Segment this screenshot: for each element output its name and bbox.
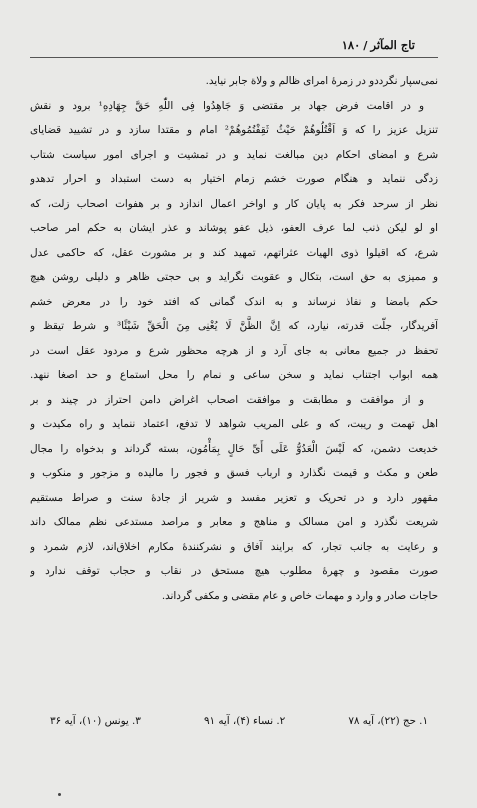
text-line: زدگی ننماید و هنگام صورت خشم زمام اختیار به دست استبداد و احرار تدهدو <box>30 173 438 185</box>
text-line: صورت مقصود و چهرهٔ مطلوب هیچ مستحق در نقاب و حجاب توقف ندارد و <box>30 565 438 577</box>
running-header <box>342 38 415 52</box>
text-line: و رعایت به جانب تجار، که برایند آفاق و نشرکنندهٔ مکارم اخلاق‌اند، لازم شمرد و <box>30 540 438 553</box>
text-line: او لو لیکن ذنب لما عرف العفو، ذیل عفو پوشاند و عذر ایشان به حکم امر صاحب <box>30 222 438 234</box>
text-line: مقهور دارد و در تحریک و تعزیر مفسد و شریر از جادهٔ سنت و صراط مستقیم <box>30 491 438 504</box>
text-line: شرع و امضای احکام دین مبالغت نماید و در تمشیت و اجرای امور سیاست شتاب <box>30 148 438 161</box>
footnote-3: ۳. یونس (۱۰)، آیه ۳۶ <box>50 715 141 727</box>
text-line: حکم بامضا و نفاذ نرساند و به اندک گمانی که افتد خود را در معرض خشم <box>30 295 438 308</box>
text-line: طعن و مکث و قیمت نگذارد و ارباب فسق و فجور را مالیده و مزجور و منکوب و <box>30 467 438 479</box>
text-line: تنزیل عزیز را که وَ اَقْتُلُوهُمْ حَیْثُ ثَقِفْتُمُوهُمْ² امام و مقتدا سازد و در تشیید قضایای <box>30 124 438 136</box>
text-line: آفریدگار، جلّت قدرته، نیارد، که اِنَّ الظَّنَّ لَا یُغْنِی مِنَ الْحَقِّ شَیْئًا³ و شرط تیقظ و <box>30 320 438 332</box>
header-rule <box>30 57 438 58</box>
header-separator: / <box>363 38 368 52</box>
text-line: نظر از سرحد فکر به پایان کار و اواخر اعمال اندازد و بر هفوات اصحاب زلت، که <box>30 197 438 210</box>
page-number: ۱۸۰ <box>341 38 361 52</box>
text-line: حاجات صادر و وارد و مهمات خاص و عام مقضی و مکفی گرداند. <box>161 589 438 602</box>
header-title: تاج المآثر <box>370 38 415 52</box>
text-line: شرع، که اقیلوا ذوی الهیات عثراتهم، تمهید کند و بر مشورت عقل، که حاکمی عدل <box>30 246 438 259</box>
text-line: همه ابواب اجتناب نماید و سخن ساعی و نمام را محل استماع و حد اصغا ننهد. <box>30 369 438 381</box>
text-line: و از موافقت و مطابقت و موافقت اصحاب اغراض دامن احتراز در چیند و بر <box>30 393 424 406</box>
text-line: نمی‌سپار نگرددو در زمرهٔ امرای ظالم و ولاة جابر نیاید. <box>205 75 438 87</box>
text-line: خدیعت دشمن، که لَیْسَ الْعَدُوُّ عَلَی أَیِّ حَالٍ بِمَأْمُون، بسته گرداند و بدخواه را مجال <box>30 442 438 455</box>
body-text <box>30 69 438 608</box>
footnote-2: ۲. نساء (۴)، آیه ۹۱ <box>204 715 286 727</box>
text-line: شریعت نگذرد و امن مسالک و مناهج و معابر و مراصد مستدعی نظم ممالک داند <box>30 516 438 528</box>
footnotes <box>50 715 428 727</box>
page-speck <box>58 793 61 796</box>
text-line: تحفظ در جمیع معانی به جای آرد و از هرچه محظور شرع و مردود عقل است در <box>30 344 438 357</box>
footnote-1: ۱. حج (۲۲)، آیه ۷۸ <box>348 715 428 727</box>
text-line: و ممیزی به حق است، بتکال و عقوبت نگراید و بی حجتی ظاهر و دلیلی روشن هیچ <box>30 271 438 283</box>
text-line: و در اقامت فرض جهاد بر مقتضی وَ جَاهِدُوا فِی اللّٰهِ حَقَّ جِهَادِهِ¹ برود و نقش <box>30 99 424 112</box>
text-line: اهل تهمت و ریبت، که و علی المریب شواهد لا تدفع، اعتماد ننماید و راه مکیدت و <box>30 418 438 430</box>
